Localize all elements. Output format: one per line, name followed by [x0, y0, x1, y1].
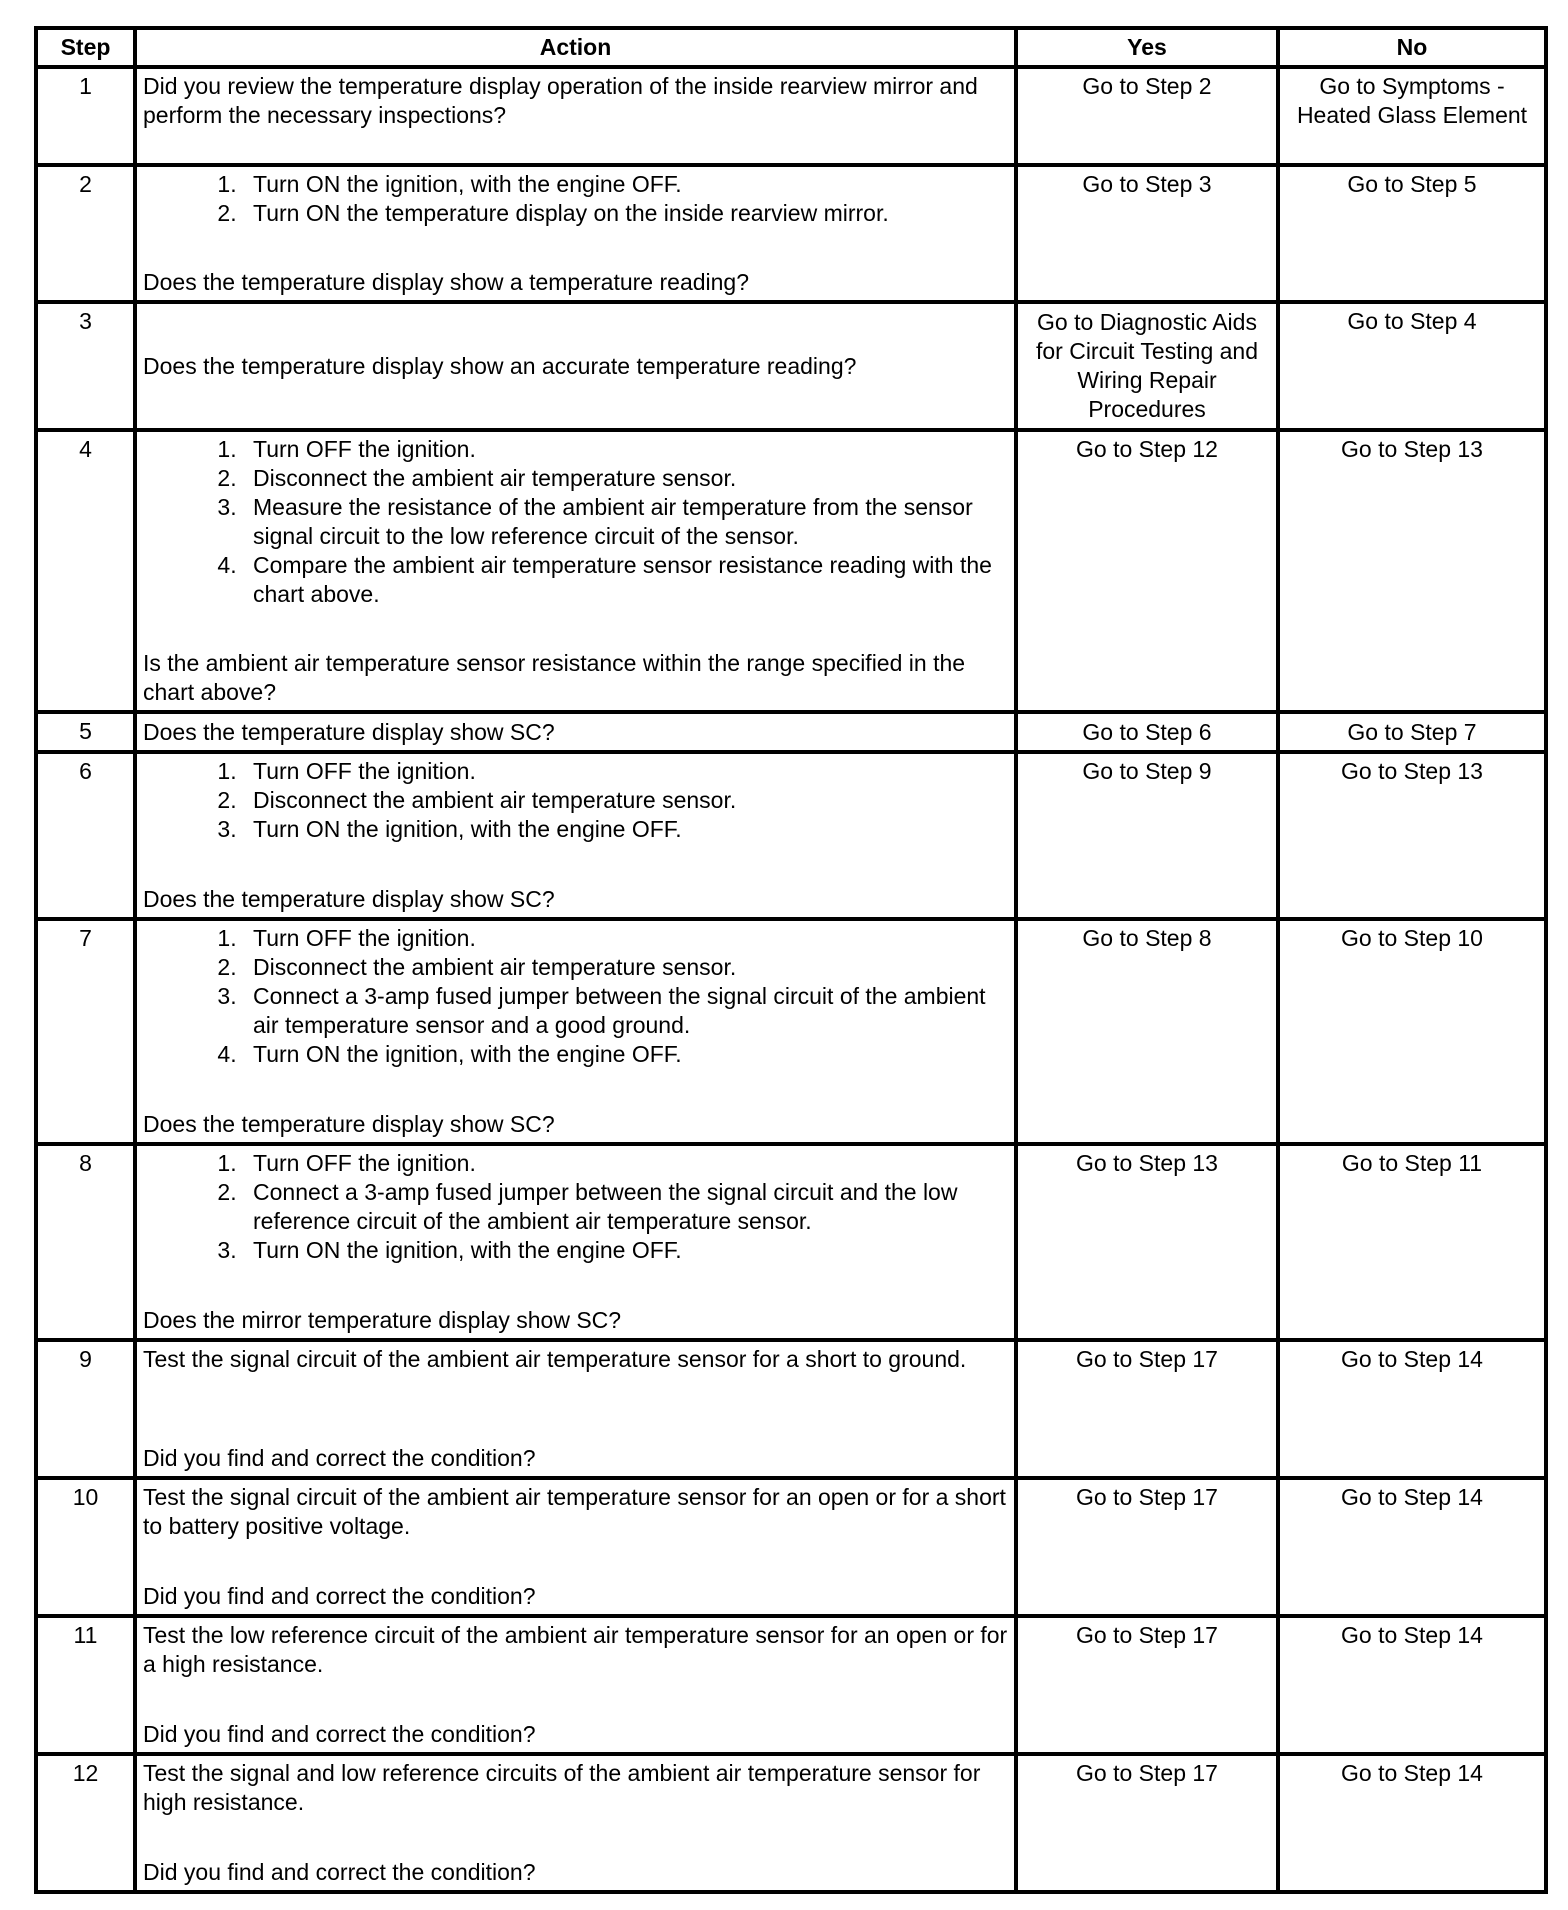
- yes-outcome: Go to Step 2: [1016, 67, 1278, 165]
- procedure-step: 1. Turn OFF the ignition.: [243, 1149, 1008, 1178]
- action-question: Does the temperature display show SC?: [143, 886, 555, 912]
- action-cell: [135, 1616, 1016, 1754]
- action-question: Does the temperature display show SC?: [143, 718, 555, 745]
- yes-outcome: Go to Step 3: [1016, 165, 1278, 302]
- yes-outcome: Go to Diagnostic Aids for Circuit Testing and Wiring Repair Procedures: [1016, 302, 1278, 430]
- no-outcome: Go to Step 14: [1278, 1340, 1546, 1478]
- action-question: Does the mirror temperature display show SC?: [143, 1307, 622, 1333]
- no-outcome: Go to Step 14: [1278, 1478, 1546, 1616]
- step-number: 7: [36, 919, 135, 1144]
- step-number: 12: [36, 1754, 135, 1892]
- procedure-steps: [143, 170, 1008, 228]
- yes-outcome: Go to Step 17: [1016, 1340, 1278, 1478]
- table-row: [36, 1340, 1546, 1478]
- step-number: 8: [36, 1144, 135, 1340]
- no-outcome: Go to Step 14: [1278, 1616, 1546, 1754]
- action-intro: Test the signal and low reference circuits of the ambient air temperature sensor for high resistance.: [143, 1760, 981, 1815]
- action-question: Does the temperature display show SC?: [143, 1111, 555, 1137]
- action-intro: Test the signal circuit of the ambient air temperature sensor for an open or for a short to battery positive voltage.: [143, 1484, 1006, 1539]
- action-cell: [135, 752, 1016, 919]
- no-outcome: Go to Step 10: [1278, 919, 1546, 1144]
- header-action: Action: [135, 28, 1016, 67]
- yes-outcome: Go to Step 17: [1016, 1754, 1278, 1892]
- action-intro: Test the signal circuit of the ambient air temperature sensor for a short to ground.: [143, 1346, 967, 1372]
- no-outcome: Go to Step 13: [1278, 430, 1546, 712]
- action-intro: Test the low reference circuit of the ambient air temperature sensor for an open or for a high resistance.: [143, 1622, 1008, 1677]
- yes-outcome: Go to Step 8: [1016, 919, 1278, 1144]
- header-no: No: [1278, 28, 1546, 67]
- step-number: 6: [36, 752, 135, 919]
- action-cell: [135, 430, 1016, 712]
- table-row: [36, 165, 1546, 302]
- header-step: Step: [36, 28, 135, 67]
- action-cell: [135, 1478, 1016, 1616]
- procedure-step: 2. Connect a 3-amp fused jumper between the signal circuit and the low reference circuit of the ambient air temperature sensor.: [243, 1178, 1008, 1236]
- table-row: [36, 1754, 1546, 1892]
- yes-outcome: Go to Step 17: [1016, 1478, 1278, 1616]
- no-outcome: Go to Step 13: [1278, 752, 1546, 919]
- step-number: 1: [36, 67, 135, 165]
- table-row: [36, 67, 1546, 165]
- no-outcome: Go to Step 4: [1278, 302, 1546, 430]
- action-question: Does the temperature display show an accurate temperature reading?: [143, 352, 857, 379]
- action-cell: [135, 165, 1016, 302]
- table-row: [36, 919, 1546, 1144]
- step-number: 3: [36, 302, 135, 430]
- action-cell: [135, 67, 1016, 165]
- procedure-step: 2. Disconnect the ambient air temperature sensor.: [243, 464, 1008, 493]
- no-outcome: Go to Step 5: [1278, 165, 1546, 302]
- step-number: 9: [36, 1340, 135, 1478]
- procedure-step: 1. Turn ON the ignition, with the engine OFF.: [243, 170, 1008, 199]
- step-number: 10: [36, 1478, 135, 1616]
- procedure-step: 2. Disconnect the ambient air temperature sensor.: [243, 786, 1008, 815]
- action-question: Does the temperature display show a temperature reading?: [143, 269, 750, 295]
- table-row: [36, 302, 1546, 430]
- header-row: [36, 28, 1546, 67]
- table-row: [36, 1144, 1546, 1340]
- no-outcome: Go to Step 14: [1278, 1754, 1546, 1892]
- action-question: Did you find and correct the condition?: [143, 1721, 536, 1747]
- procedure-steps: [143, 924, 1008, 1069]
- procedure-step: 3. Connect a 3-amp fused jumper between the signal circuit of the ambient air temperature sensor and a good ground.: [243, 982, 1008, 1040]
- action-question: Did you find and correct the condition?: [143, 1445, 536, 1471]
- no-outcome: Go to Symptoms - Heated Glass Element: [1278, 67, 1546, 165]
- action-question: Did you find and correct the condition?: [143, 1859, 536, 1885]
- table-row: [36, 712, 1546, 752]
- procedure-step: 3. Turn ON the ignition, with the engine OFF.: [243, 1236, 1008, 1265]
- procedure-step: 4. Turn ON the ignition, with the engine OFF.: [243, 1040, 1008, 1069]
- yes-outcome: Go to Step 9: [1016, 752, 1278, 919]
- action-cell: [135, 712, 1016, 752]
- action-cell: [135, 1754, 1016, 1892]
- table-row: [36, 752, 1546, 919]
- table-row: [36, 1478, 1546, 1616]
- step-number: 11: [36, 1616, 135, 1754]
- procedure-steps: [143, 1149, 1008, 1265]
- procedure-step: 1. Turn OFF the ignition.: [243, 757, 1008, 786]
- action-question: Is the ambient air temperature sensor resistance within the range specified in the chart above?: [143, 650, 966, 705]
- action-intro: Did you review the temperature display operation of the inside rearview mirror and perform the necessary inspections?: [143, 73, 978, 128]
- procedure-step: 2. Disconnect the ambient air temperature sensor.: [243, 953, 1008, 982]
- action-cell: [135, 919, 1016, 1144]
- no-outcome: Go to Step 7: [1278, 712, 1546, 752]
- step-number: 4: [36, 430, 135, 712]
- procedure-steps: [143, 435, 1008, 609]
- procedure-step: 3. Turn ON the ignition, with the engine OFF.: [243, 815, 1008, 844]
- procedure-steps: [143, 757, 1008, 844]
- procedure-step: 3. Measure the resistance of the ambient air temperature from the sensor signal circuit to the low reference circuit of the sensor.: [243, 493, 1008, 551]
- procedure-step: 4. Compare the ambient air temperature sensor resistance reading with the chart above.: [243, 551, 1008, 609]
- table-body: [36, 67, 1546, 1892]
- yes-outcome: Go to Step 13: [1016, 1144, 1278, 1340]
- step-number: 5: [36, 712, 135, 752]
- no-outcome: Go to Step 11: [1278, 1144, 1546, 1340]
- action-cell: [135, 302, 1016, 430]
- action-cell: [135, 1144, 1016, 1340]
- action-question: Did you find and correct the condition?: [143, 1583, 536, 1609]
- step-number: 2: [36, 165, 135, 302]
- yes-outcome: Go to Step 6: [1016, 712, 1278, 752]
- yes-outcome: Go to Step 17: [1016, 1616, 1278, 1754]
- yes-outcome: Go to Step 12: [1016, 430, 1278, 712]
- action-cell: [135, 1340, 1016, 1478]
- table-row: [36, 1616, 1546, 1754]
- procedure-step: 2. Turn ON the temperature display on the inside rearview mirror.: [243, 199, 1008, 228]
- procedure-step: 1. Turn OFF the ignition.: [243, 435, 1008, 464]
- procedure-step: 1. Turn OFF the ignition.: [243, 924, 1008, 953]
- table-row: [36, 430, 1546, 712]
- header-yes: Yes: [1016, 28, 1278, 67]
- diagnostic-table: [34, 26, 1548, 1894]
